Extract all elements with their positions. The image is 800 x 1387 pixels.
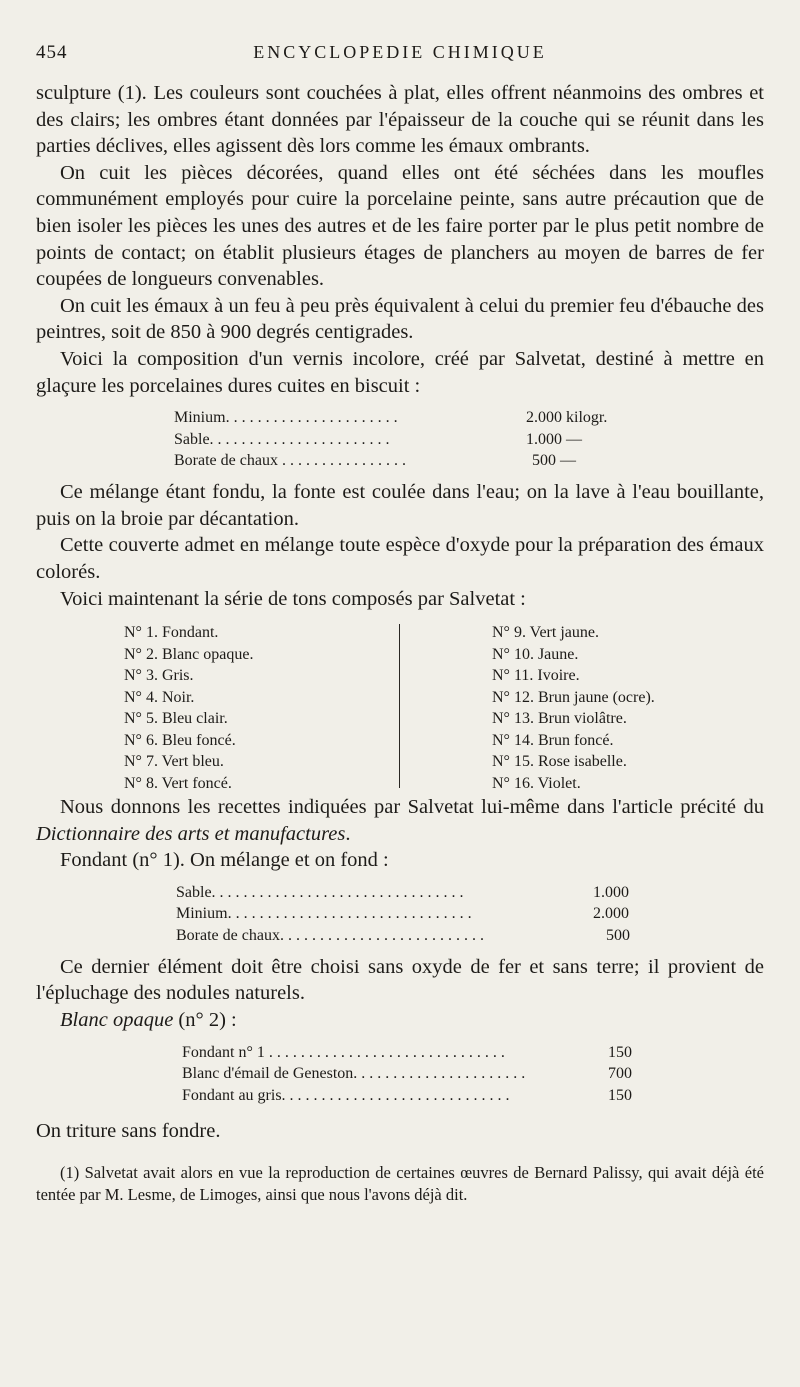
- paragraph: On cuit les pièces décorées, quand elles ont été séchées dans les moufles communément employés pour cuire la porcelaine peinte, sans autre précaution que de bien isoler les pièces les unes des autres et de les faire porter par le plus petit nombre de points de contact; on établit plusieurs étages de planchers au moyen de barres de fer coupées de longueurs convenables.: [36, 161, 764, 291]
- list-item: N° 1. Fondant.: [124, 624, 219, 642]
- paragraph: Ce dernier élément doit être choisi sans oxyde de fer et sans terre; il provient de l'épluchage des nodules naturels.: [36, 955, 764, 1005]
- ingredient-label: Minium. . . . . . . . . . . . . . . . . . . . . .: [174, 409, 398, 427]
- list-item: N° 10. Jaune.: [492, 645, 579, 663]
- paragraph: Ce mélange étant fondu, la fonte est coulée dans l'eau; on la lave à l'eau bouillante, puis on la broie par décantation.: [36, 481, 764, 530]
- recipe-fondant: [36, 882, 764, 954]
- recipe-row: [36, 903, 764, 925]
- page-header: [36, 42, 764, 66]
- list-item: N° 6. Bleu foncé.: [124, 731, 236, 749]
- list-item: N° 8. Vert foncé.: [124, 774, 232, 792]
- recipe-row: [36, 882, 764, 904]
- ingredient-label: Fondant n° 1 . . . . . . . . . . . . . . . . . . . . . . . . . . . . . .: [182, 1043, 505, 1061]
- recipe-glaze: [36, 407, 764, 479]
- recipe-blanc-opaque: [36, 1042, 764, 1114]
- paragraph: On cuit les émaux à un feu à peu près équivalent à celui du premier feu d'ébauche des peintres, soit de 850 à 900 degrés centigrades.: [36, 294, 764, 344]
- recipe-row: [36, 407, 764, 429]
- ingredient-label: Blanc d'émail de Geneston. . . . . . . . . . . . . . . . . . . . . .: [182, 1065, 526, 1083]
- list-item: N° 2. Blanc opaque.: [124, 645, 254, 663]
- list-item: N° 7. Vert bleu.: [124, 753, 224, 771]
- ingredient-qty: 1.000 —: [526, 430, 582, 448]
- recipe-row: [36, 1042, 764, 1064]
- tone-column-left: [124, 622, 253, 794]
- paragraph: On triture sans fondre.: [36, 1119, 221, 1142]
- recipe-row: [36, 1063, 764, 1085]
- ingredient-qty: 500 —: [532, 452, 576, 470]
- paragraph: Fondant (n° 1). On mélange et on fond :: [60, 849, 389, 872]
- list-item: N° 13. Brun violâtre.: [492, 710, 627, 728]
- paragraph-text: (n° 2) :: [173, 1009, 237, 1032]
- page-number: 454: [36, 42, 68, 63]
- paragraph: Cette couverte admet en mélange toute espèce d'oxyde pour la préparation des émaux colorés.: [36, 534, 764, 583]
- paragraph: Voici la composition d'un vernis incolore, créé par Salvetat, destiné à mettre en glaçure les porcelaines dures cuites en biscuit :: [36, 347, 764, 397]
- list-item: N° 12. Brun jaune (ocre).: [492, 688, 655, 706]
- paragraph: sculpture (1). Les couleurs sont couchées à plat, elles offrent néanmoins des ombres et des clairs; les ombres étant données par l'épaisseur de la couche qui se réunit dans les parties déclives, elles agissent dès lors comme les émaux ombrants.: [36, 82, 764, 158]
- ingredient-qty: 150: [608, 1086, 632, 1104]
- paragraph: [36, 794, 764, 847]
- paragraph-text: Nous donnons les recettes indiquées par Salvetat lui-même dans l'article précité du: [60, 796, 764, 819]
- list-item: N° 16. Violet.: [492, 774, 581, 792]
- dictionary-title: Dictionnaire des arts et manufactures: [36, 822, 346, 845]
- ingredient-qty: 1.000: [593, 883, 629, 901]
- recipe-row: [36, 450, 764, 472]
- ingredient-label: Fondant au gris. . . . . . . . . . . . . . . . . . . . . . . . . . . . .: [182, 1086, 510, 1104]
- ingredient-qty: 2.000: [593, 905, 629, 923]
- list-item: N° 4. Noir.: [124, 688, 195, 706]
- ingredient-qty: 700: [608, 1065, 632, 1083]
- recipe-row: [36, 925, 764, 947]
- list-item: N° 14. Brun foncé.: [492, 731, 614, 749]
- footnote: (1) Salvetat avait alors en vue la reproduction de certaines œuvres de Bernard Palissy, qui avait déjà été tentée par M. Lesme, de Limoges, ainsi que nous l'avons déjà dit.: [36, 1163, 764, 1205]
- list-item: N° 3. Gris.: [124, 667, 194, 685]
- ingredient-label: Sable. . . . . . . . . . . . . . . . . . . . . . . . . . . . . . . .: [176, 883, 464, 901]
- tone-column-right: [492, 622, 655, 794]
- ingredient-qty: 2.000 kilogr.: [526, 409, 608, 427]
- ingredient-qty: 150: [608, 1043, 632, 1061]
- list-item: N° 15. Rose isabelle.: [492, 753, 627, 771]
- list-item: N° 11. Ivoire.: [492, 667, 580, 685]
- section-label: Blanc opaque: [60, 1009, 174, 1032]
- ingredient-qty: 500: [606, 926, 630, 944]
- recipe-row: [36, 1085, 764, 1107]
- recipe-row: [36, 429, 764, 451]
- running-title: ENCYCLOPEDIE CHIMIQUE: [253, 42, 547, 62]
- ingredient-label: Borate de chaux . . . . . . . . . . . . . . . .: [174, 452, 406, 470]
- ingredient-label: Sable. . . . . . . . . . . . . . . . . . . . . . .: [174, 430, 390, 448]
- page-body: [36, 80, 764, 1206]
- list-item: N° 5. Bleu clair.: [124, 710, 228, 728]
- ingredient-label: Borate de chaux. . . . . . . . . . . . . . . . . . . . . . . . . .: [176, 926, 484, 944]
- column-divider: [399, 624, 400, 788]
- list-item: N° 9. Vert jaune.: [492, 624, 599, 642]
- tone-series-list: [36, 622, 764, 794]
- ingredient-label: Minium. . . . . . . . . . . . . . . . . . . . . . . . . . . . . . .: [176, 905, 472, 923]
- paragraph: [36, 1007, 764, 1034]
- paragraph: Voici maintenant la série de tons composés par Salvetat :: [60, 587, 526, 610]
- paragraph-text: .: [345, 822, 351, 845]
